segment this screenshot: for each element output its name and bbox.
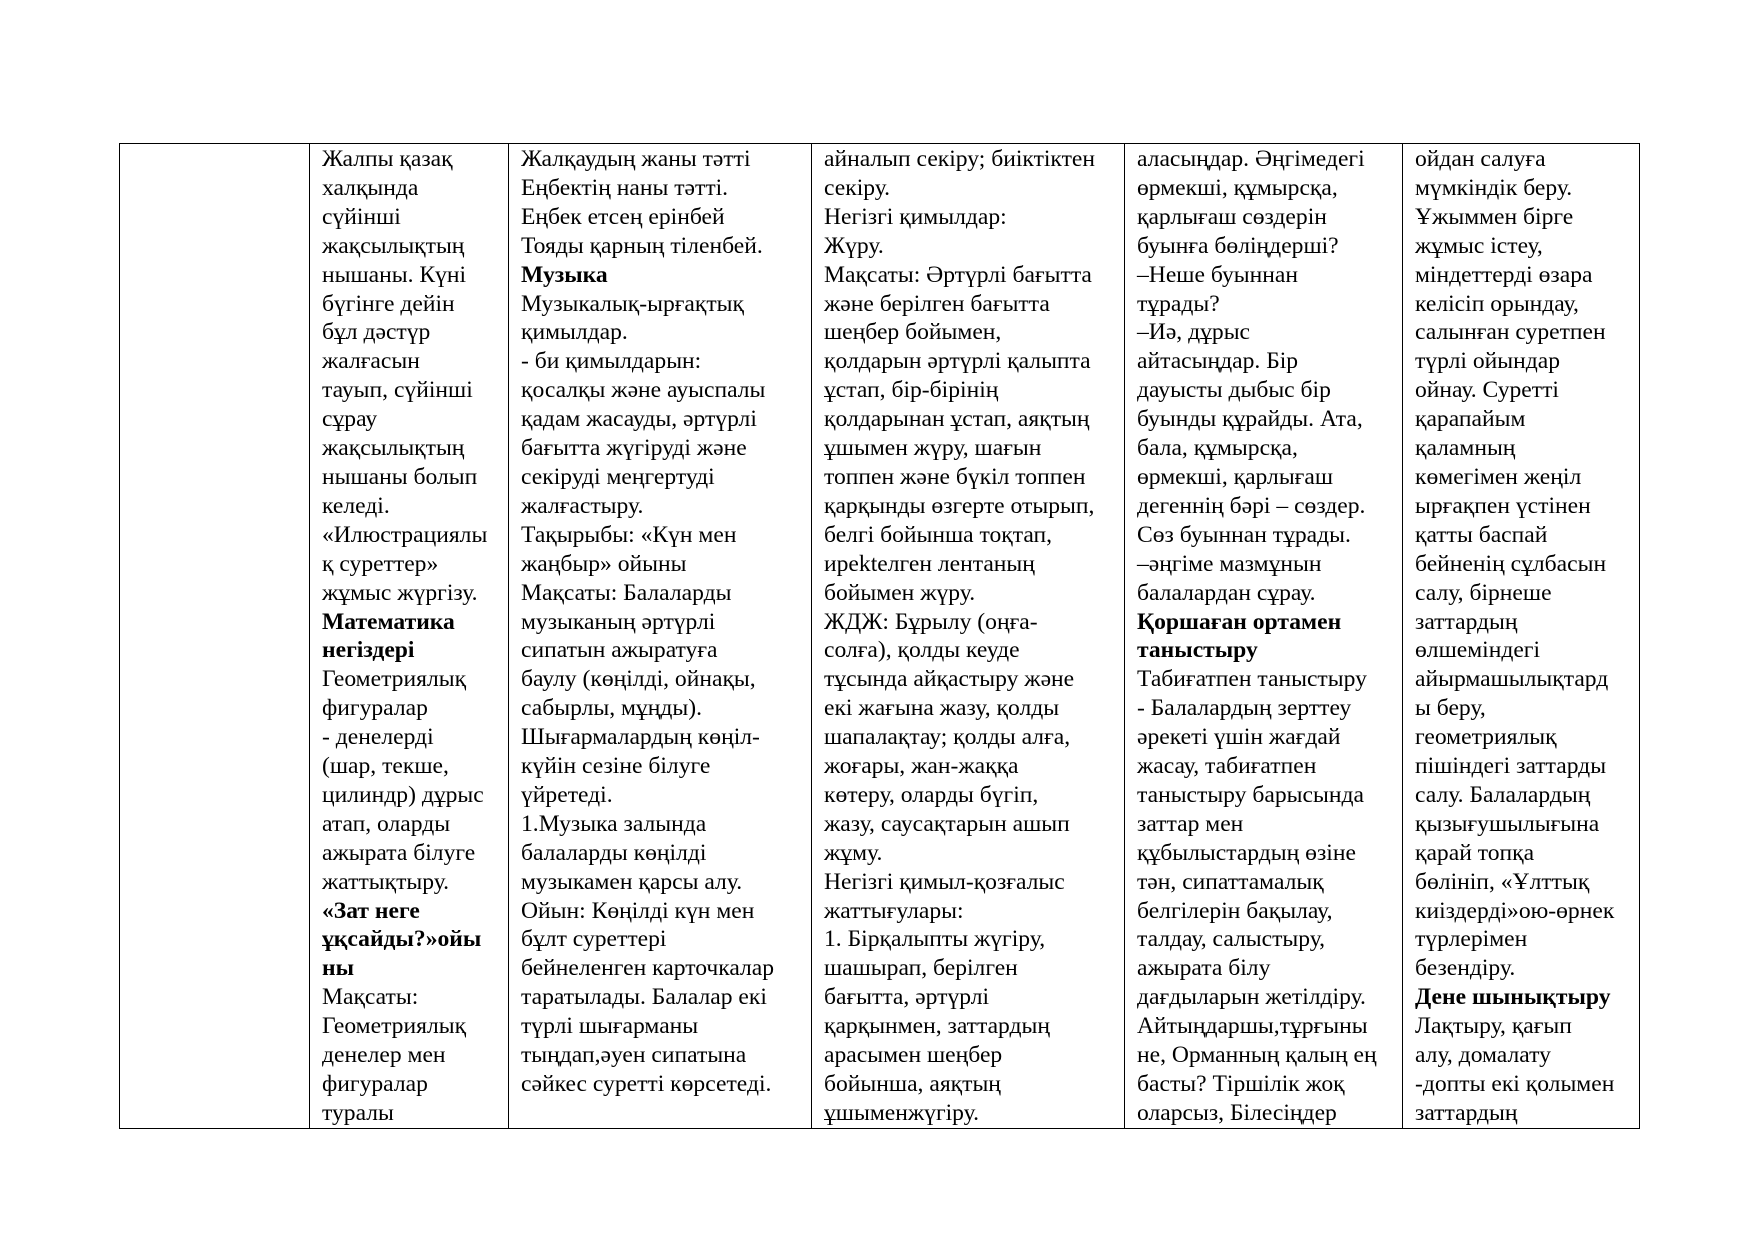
text-line: - би қимылдарын:: [521, 348, 702, 375]
text-line: жаңбыр» ойыны: [521, 550, 687, 577]
text-line: бейнеленген карточкалар: [521, 955, 775, 982]
text-line: буынға бөліңдерші?: [1137, 232, 1339, 259]
text-line: 1.Музыка залында: [521, 810, 707, 837]
cell-column-2: [310, 144, 509, 1129]
text-line: заттардың: [1415, 1099, 1518, 1126]
text-line: Жүру.: [824, 232, 884, 259]
cell-column-5: [1125, 144, 1403, 1129]
text-line: нышаны болып: [322, 463, 478, 490]
text-line: қолдарынан ұстап, аяқтың: [824, 406, 1090, 433]
text-line: киіздерді»ою-өрнек: [1415, 897, 1615, 924]
text-line: бойымен жүру.: [824, 579, 976, 606]
text-line: салу, бірнеше: [1415, 579, 1552, 606]
text-line: сабырлы, мұңды).: [521, 695, 702, 722]
text-line: қ суреттер»: [322, 550, 439, 577]
text-line: шеңбер бойымен,: [824, 319, 1002, 346]
text-line: (шар, текше,: [322, 753, 449, 780]
text-line: жақсылықтың: [322, 435, 465, 462]
text-line: шашырап, берілген: [824, 955, 1018, 982]
text-line: Музыкалық-ырғақтық: [521, 290, 744, 317]
text-line: көтеру, оларды бүгіп,: [824, 781, 1039, 808]
text-line: түрлі ойындар: [1415, 348, 1560, 375]
text-line: салынған суретпен: [1415, 319, 1606, 346]
text-line: ЖДЖ: Бұрылу (оңға-: [824, 608, 1038, 635]
text-line: секіру.: [824, 174, 891, 201]
text-line: пішіндегі заттарды: [1415, 753, 1607, 780]
text-line: буынды құрайды. Ата,: [1137, 406, 1363, 433]
text-line: бала, құмырсқа,: [1137, 435, 1298, 462]
text-line: сүйінші: [322, 203, 401, 230]
text-line: екі жағына жазу, қолды: [824, 695, 1060, 722]
text-line: тұрады?: [1137, 290, 1220, 317]
text-line: бүгінге дейін: [322, 290, 455, 317]
text-line: тауып, сүйінші: [322, 377, 473, 404]
text-line: өрмекші, қарлығаш: [1137, 463, 1333, 490]
text-line: қарай топқа: [1415, 839, 1535, 866]
text-line: оларсыз, Білесіңдер: [1137, 1099, 1337, 1126]
text-line: бағытта жүгіруді және: [521, 435, 747, 462]
text-line: топпен және бүкіл топпен: [824, 463, 1086, 490]
text-line: таратылады. Балалар екі: [521, 984, 767, 1011]
text-line: өлшеміндегі: [1415, 637, 1541, 664]
text-line: нышаны. Күні: [322, 261, 467, 288]
text-line: тән, сипаттамалық: [1137, 868, 1324, 895]
text-line: геометриялық: [1415, 724, 1557, 751]
text-line: Табиғатпен таныстыру: [1137, 666, 1367, 693]
text-line: Геометриялық: [322, 1013, 467, 1040]
text-line: және берілген бағытта: [824, 290, 1050, 317]
text-line: көмегімен жеңіл: [1415, 463, 1582, 490]
text-line: –Неше буыннан: [1137, 261, 1298, 288]
text-line: фигуралар: [322, 1071, 428, 1097]
text-line: шапалақтау; қолды алға,: [824, 724, 1071, 751]
text-line: заттардың: [1415, 608, 1518, 635]
text-line: Ойын: Көңілді күн мен: [521, 897, 755, 924]
text-line: жұмыс жүргізу.: [322, 579, 478, 606]
text-line: қарқынмен, заттардың: [824, 1013, 1051, 1040]
text-line: қаламның: [1415, 435, 1516, 462]
text-line: безендіру.: [1415, 955, 1516, 982]
text-line: ырғақпен үстінен: [1415, 492, 1591, 519]
section-heading-line: Музыка: [521, 261, 608, 288]
text-line: дегеннің бәрі – сөздер.: [1137, 492, 1366, 519]
text-line: түрлі шығарманы: [521, 1013, 699, 1040]
text-line: қолдарын әртүрлі қалыпта: [824, 348, 1091, 375]
text-line: Тақырыбы: «Күн мен: [521, 521, 737, 548]
text-line: әрекеті үшін жағдай: [1137, 724, 1341, 751]
text-line: бөлініп, «Ұлттық: [1415, 868, 1590, 895]
text-line: жалғасын: [322, 348, 420, 375]
text-line: сұрау: [322, 406, 378, 433]
text-line: музыканың әртүрлі: [521, 608, 716, 635]
text-line: алу, домалату: [1415, 1042, 1551, 1069]
section-heading-line: таныстыру: [1137, 637, 1258, 664]
text-line: халқында: [322, 174, 419, 201]
text-line: бағытта, әртүрлі: [824, 984, 990, 1011]
text-line: балаларды көңілді: [521, 839, 707, 866]
text-line: Шығармалардың көңіл-: [521, 724, 760, 751]
text-line: белгі бойынша тоқтап,: [824, 521, 1053, 548]
text-line: солға), қолды кеуде: [824, 637, 1020, 664]
text-line: Ұжыммен бірге: [1415, 203, 1574, 230]
text-line: тұсында айқастыру және: [824, 666, 1075, 693]
text-line: үйретеді.: [521, 781, 613, 808]
text-line: айтасыңдар. Бір: [1137, 348, 1299, 375]
text-line: айналып секіру; биіктіктен: [824, 146, 1095, 172]
section-heading-line: ны: [322, 955, 355, 982]
text-line: дауысты дыбыс бір: [1137, 377, 1331, 404]
text-line: заттар мен: [1137, 810, 1244, 837]
text-line: күйін сезіне білуге: [521, 753, 711, 780]
text-line: Мақсаты: Балаларды: [521, 579, 732, 606]
text-line: жұмыс істеу,: [1415, 232, 1543, 259]
text-line: бұл дәстүр: [322, 319, 431, 346]
text-line: белгілерін бақылау,: [1137, 897, 1333, 924]
text-line: келеді.: [322, 492, 390, 519]
text-line: қарлығаш сөздерін: [1137, 203, 1327, 230]
text-line: сәйкес суретті көрсетеді.: [521, 1071, 772, 1097]
text-line: Жалпы қазақ: [322, 146, 453, 172]
text-line: балалардан сұрау.: [1137, 579, 1316, 606]
text-line: –әңгіме мазмұнын: [1137, 550, 1322, 577]
text-line: денелер мен: [322, 1042, 446, 1069]
text-line: Тояды қарның тіленбей.: [521, 232, 763, 259]
text-line: міндеттерді өзара: [1415, 261, 1593, 288]
text-line: қосалқы және ауыспалы: [521, 377, 766, 404]
text-line: -допты екі қолымен: [1415, 1071, 1615, 1097]
text-line: сипатын ажыратуға: [521, 637, 718, 664]
text-line: жаттықтыру.: [322, 868, 450, 895]
text-line: бұлт суреттері: [521, 926, 667, 953]
text-line: түрлерімен: [1415, 926, 1528, 953]
text-line: салу. Балалардың: [1415, 781, 1591, 808]
section-heading-line: «Зат неге: [322, 897, 420, 924]
text-line: өрмекші, құмырсқа,: [1137, 174, 1338, 201]
text-line: цилиндр) дұрыс: [322, 781, 484, 808]
text-line: жасау, табиғатпен: [1137, 753, 1317, 780]
lesson-plan-table: [119, 143, 1640, 1129]
text-line: қатты баспай: [1415, 521, 1548, 548]
text-line: аласыңдар. Әңгімедегі: [1137, 146, 1365, 172]
text-line: қызығушылығына: [1415, 810, 1600, 837]
text-line: таныстыру барысында: [1137, 781, 1364, 808]
text-line: ұшымен жүру, шағын: [824, 435, 1042, 462]
text-line: музыкамен қарсы алу.: [521, 868, 743, 895]
text-line: Негізгі қимылдар:: [824, 203, 1007, 230]
text-line: Жалқаудың жаны тәтті: [521, 146, 751, 172]
text-line: жақсылықтың: [322, 232, 465, 259]
text-line: жоғары, жан-жаққа: [824, 753, 1019, 780]
text-line: ойнау. Суретті: [1415, 377, 1559, 404]
text-line: - Балалардың зерттеу: [1137, 695, 1352, 722]
text-line: ажырата білуге: [322, 839, 476, 866]
text-line: жалғастыру.: [521, 492, 644, 519]
text-line: –Иә, дұрыс: [1137, 319, 1251, 346]
text-line: баулу (көңілді, ойнақы,: [521, 666, 756, 693]
text-line: атап, оларды: [322, 810, 451, 837]
text-line: «Илюстрациялы: [322, 521, 488, 548]
text-line: ирektелген лентаның: [824, 550, 1035, 577]
text-line: қарапайым: [1415, 406, 1526, 433]
text-line: мүмкіндік беру.: [1415, 174, 1573, 201]
text-line: - денелерді: [322, 724, 434, 751]
text-line: Еңбек етсең ерінбей: [521, 203, 725, 230]
cell-column-6: [1403, 144, 1640, 1129]
cell-column-3: [509, 144, 812, 1129]
text-line: Негізгі қимыл-қозғалыс: [824, 868, 1065, 895]
text-line: бейненің сұлбасын: [1415, 550, 1607, 577]
text-line: Лақтыру, қағып: [1415, 1013, 1572, 1040]
text-line: жазу, саусақтарын ашып: [824, 810, 1070, 837]
text-line: Еңбектің наны тәтті.: [521, 174, 729, 201]
text-line: Мақсаты: Әртүрлі бағытта: [824, 261, 1092, 288]
empty-cell: [120, 144, 310, 1129]
text-line: не, Орманның қалың ең: [1137, 1042, 1377, 1069]
text-line: ойдан салуға: [1415, 146, 1546, 172]
text-line: қимылдар.: [521, 319, 628, 346]
text-line: ұшыменжүгіру.: [824, 1099, 979, 1126]
text-line: бойынша, аяқтың: [824, 1071, 1001, 1097]
section-heading-line: Дене шынықтыру: [1415, 984, 1611, 1011]
section-heading-line: Математика: [322, 608, 455, 635]
section-heading-line: негіздері: [322, 637, 415, 664]
text-line: келісіп орындау,: [1415, 290, 1579, 317]
text-line: жаттығулары:: [824, 897, 964, 924]
text-line: дағдыларын жетілдіру.: [1137, 984, 1366, 1011]
text-line: ұстап, бір-бірінің: [824, 377, 999, 404]
text-line: 1. Бірқалыпты жүгіру,: [824, 926, 1046, 953]
text-line: туралы: [322, 1099, 394, 1126]
text-line: тыңдап,әуен сипатына: [521, 1042, 747, 1069]
cell-column-4: [812, 144, 1125, 1129]
text-line: қарқынды өзгерте отырып,: [824, 492, 1095, 519]
text-line: қадам жасауды, әртүрлі: [521, 406, 757, 433]
text-line: жұму.: [824, 839, 883, 866]
text-line: секіруді меңгертуді: [521, 463, 715, 490]
text-line: фигуралар: [322, 695, 428, 722]
text-line: басты? Тіршілік жоқ: [1137, 1071, 1345, 1097]
text-line: ы беру,: [1415, 695, 1486, 722]
text-line: талдау, салыстыру,: [1137, 926, 1326, 953]
section-heading-line: Қоршаған ортамен: [1137, 608, 1342, 635]
text-line: Геометриялық: [322, 666, 467, 693]
text-line: арасымен шеңбер: [824, 1042, 1003, 1069]
text-line: айырмашылықтард: [1415, 666, 1609, 693]
table-row: [120, 144, 1640, 1129]
section-heading-line: ұқсайды?»ойы: [322, 926, 482, 953]
text-line: Мақсаты:: [322, 984, 419, 1011]
text-line: Айтыңдаршы,тұрғыны: [1137, 1013, 1368, 1040]
text-line: ажырата білу: [1137, 955, 1271, 982]
text-line: құбылыстардың өзіне: [1137, 839, 1356, 866]
text-line: Сөз буыннан тұрады.: [1137, 521, 1351, 548]
